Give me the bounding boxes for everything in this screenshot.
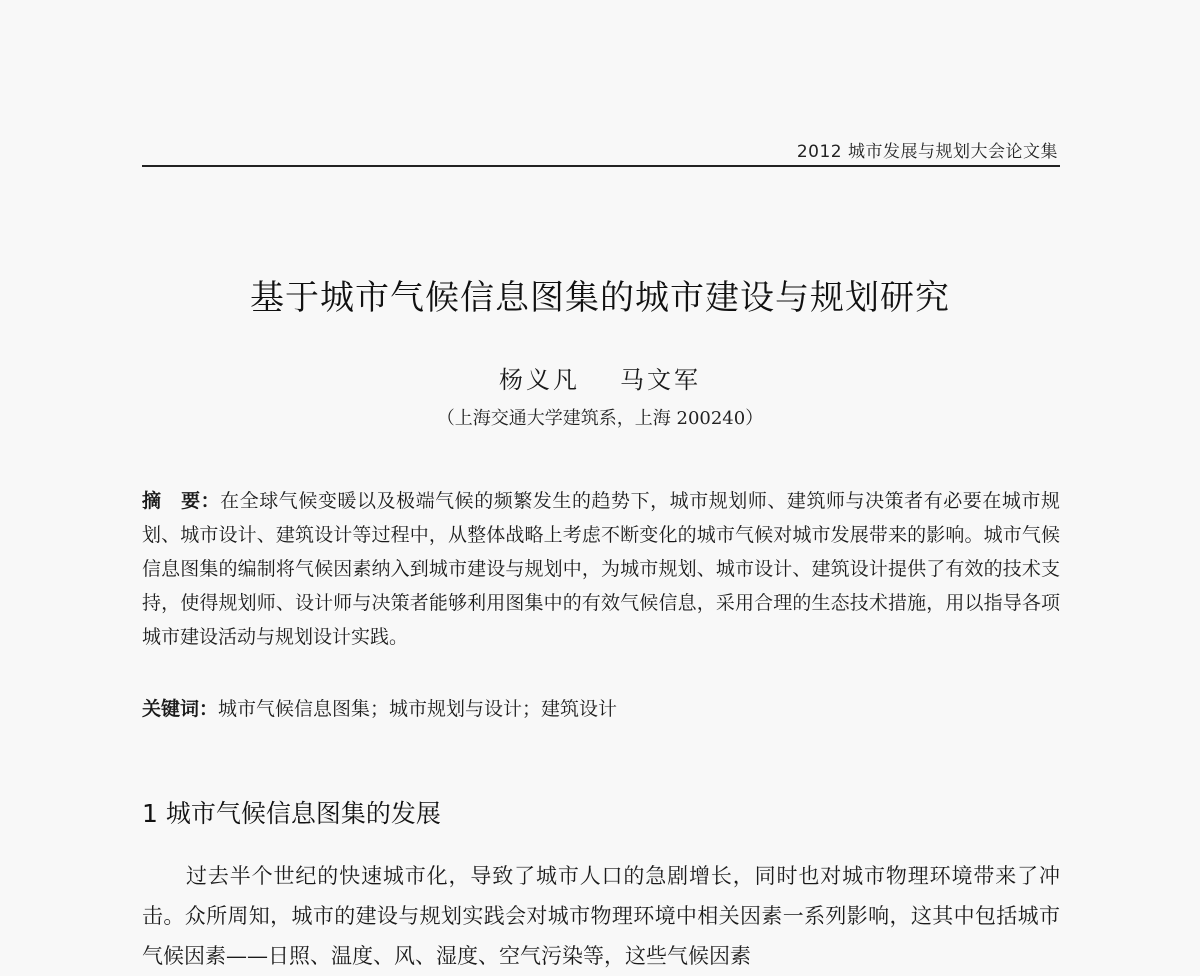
keywords: [142, 692, 1060, 726]
affiliation: （上海交通大学建筑系，上海 200240）: [436, 408, 764, 429]
abstract-label: 摘 要：: [142, 490, 221, 512]
abstract-text: 在全球气候变暖以及极端气候的频繁发生的趋势下，城市规划师、建筑师与决策者有必要在城市规划、城市设计、建筑设计等过程中，从整体战略上考虑不断变化的城市气候对城市发展带来的影响。城市气候信息图集的编制将气候因素纳入到城市建设与规划中，为城市规划、城市设计、建筑设计提供了有效的技术支持，使得规划师、设计师与决策者能够利用图集中的有效气候信息，采用合理的生态技术措施，用以指导各项城市建设活动与规划设计实践。: [142, 490, 1060, 648]
abstract: [142, 484, 1060, 654]
keywords-label: 关键词：: [142, 698, 219, 720]
author-name: 杨义凡: [499, 366, 580, 394]
author-list: [0, 360, 1200, 395]
keywords-text: 城市气候信息图集；城市规划与设计；建筑设计: [218, 698, 618, 720]
paper-title: 基于城市气候信息图集的城市建设与规划研究: [250, 278, 950, 318]
section-heading: 1 城市气候信息图集的发展: [142, 799, 441, 828]
body-paragraph: 过去半个世纪的快速城市化，导致了城市人口的急剧增长，同时也对城市物理环境带来了冲击。众所周知，城市的建设与规划实践会对城市物理环境中相关因素一系列影响，这其中包括城市气候因素——日照、温度、风、湿度、空气污染等，这些气候因素: [142, 864, 1060, 968]
header-rule: [142, 165, 1060, 167]
running-header: 2012 城市发展与规划大会论文集: [796, 142, 1058, 162]
author-name: 马文军: [620, 366, 701, 394]
